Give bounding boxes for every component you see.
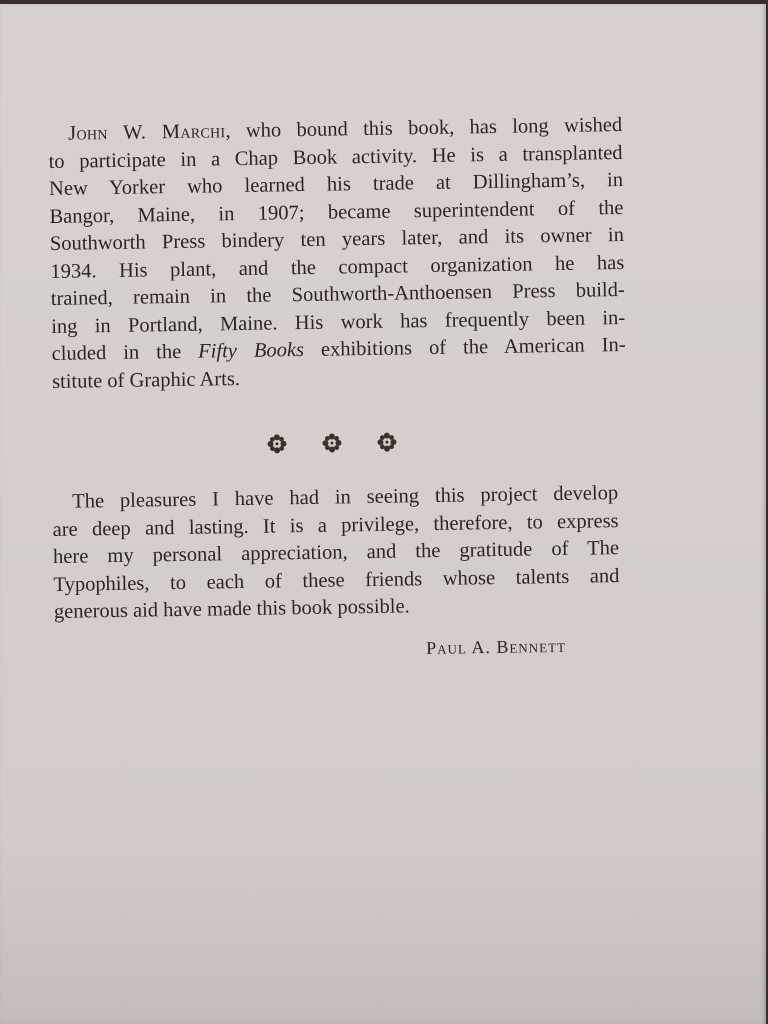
author-signature: Paul A. Bennett (426, 635, 567, 658)
text-line: New Yorker who learned his trade at Dillingham’s, in (48, 168, 624, 200)
text-line: Southworth Press bindery ten years later, and its owner in (49, 223, 625, 255)
text-line: ing in Portland, Maine. His work has frequently been in- (51, 306, 626, 338)
text-line: 1934. His plant, and the compact organization he has (50, 251, 625, 283)
page-bottom-shade (0, 844, 766, 1024)
fleuron-icon (321, 432, 343, 454)
binder-colophon-paragraph (48, 112, 626, 396)
text-line: Bangor, Maine, in 1907; became superintendent of the (49, 196, 624, 228)
book-title-italic: Fifty Books (198, 339, 305, 363)
fleuron-icon (266, 433, 288, 455)
text-line: The pleasures I have had in seeing this project develop (72, 482, 619, 513)
ornament-divider (264, 431, 404, 459)
text-line: trained, remain in the Southworth-Anthoensen Press build- (50, 278, 625, 310)
text-line: here my personal appreciation, and the gratitude of The (52, 537, 620, 568)
text-line: cluded in the Fifty Books exhibitions of the American In- (51, 333, 626, 365)
text-line: to participate in a Chap Book activity. He is a transplanted (48, 141, 623, 173)
binder-name: John W. Marchi (68, 120, 226, 145)
text-line: Typophiles, to each of these friends whose talents and (53, 564, 620, 596)
text-line: are deep and lasting. It is a privilege, therefore, to express (52, 509, 619, 541)
text-line: stitute of Graphic Arts. (51, 367, 241, 393)
acknowledgement-paragraph (52, 480, 620, 626)
book-page (0, 4, 766, 1024)
fleuron-icon (376, 431, 398, 453)
text-line: generous aid have made this book possible. (53, 595, 410, 623)
text-line: John W. Marchi, who bound this book, has long wished (68, 113, 623, 145)
